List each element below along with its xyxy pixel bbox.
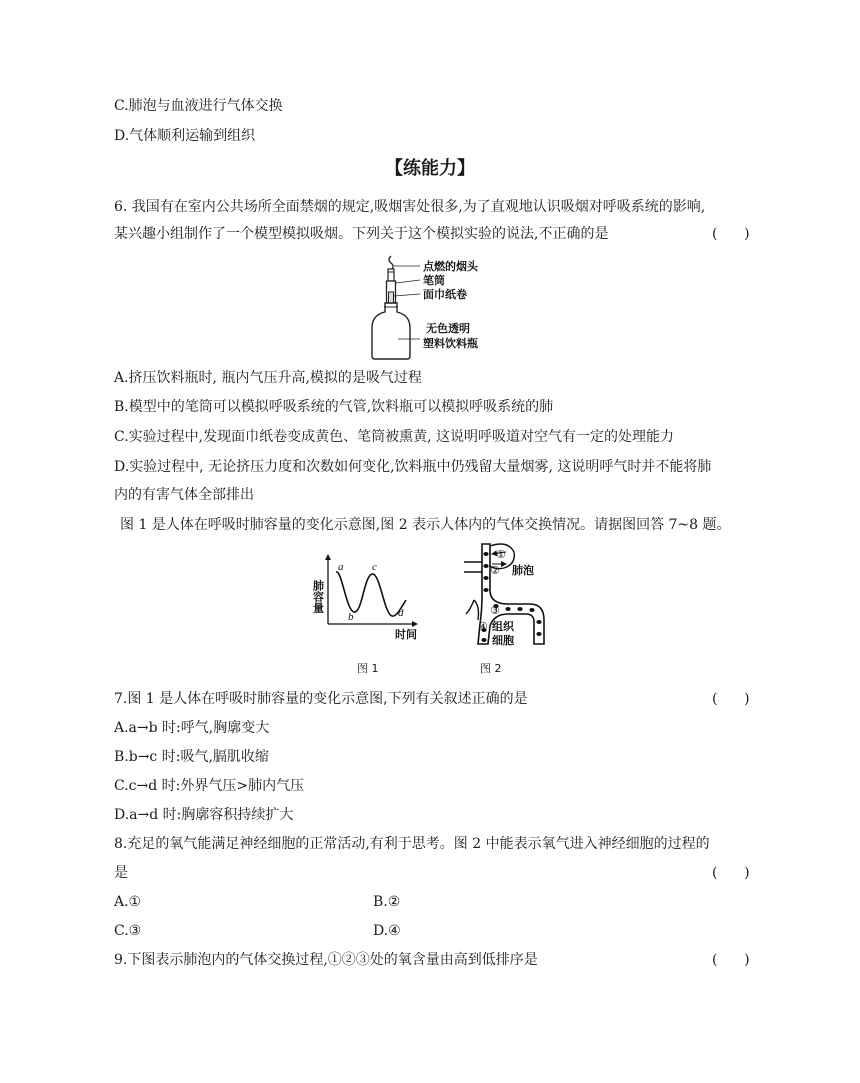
lung-volume-curve xyxy=(336,572,406,616)
label-pen-tube: 笔筒 xyxy=(423,274,445,287)
q9-answer-blank: ( ) xyxy=(712,952,750,968)
label-bottle-line2: 塑料饮料瓶 xyxy=(423,337,478,350)
smoking-model-figure xyxy=(360,252,510,364)
fig1-caption: 图 1 xyxy=(357,662,379,675)
q6-option-d-line1: D.实验过程中, 无论挤压力度和次数如何变化,饮料瓶中仍残留大量烟雾, 这说明呼气时并不能将肺 xyxy=(114,459,712,475)
q7-option-b: B.b→c 时:吸气,膈肌收缩 xyxy=(114,749,269,765)
q7-option-a: A.a→b 时:呼气,胸廓变大 xyxy=(114,720,270,736)
fig2-mark-3: ③ xyxy=(490,604,500,617)
q7-8-intro: 图 1 是人体在呼吸时肺容量的变化示意图,图 2 表示人体内的气体交换情况。请据图回答 7~8 题。 xyxy=(120,517,731,533)
q6-stem-line2: 某兴趣小组制作了一个模型模拟吸烟。下列关于这个模拟实验的说法,不正确的是 xyxy=(114,226,609,242)
q7-option-c: C.c→d 时:外界气压>肺内气压 xyxy=(114,778,305,794)
q7-answer-blank: ( ) xyxy=(712,691,750,707)
fig2-caption: 图 2 xyxy=(480,662,502,675)
fig2-mark-4: ④ xyxy=(478,620,488,633)
q6-option-a: A.挤压饮料瓶时, 瓶内气压升高,模拟的是吸气过程 xyxy=(114,370,422,386)
fig2-label-tissue-line2: 细胞 xyxy=(492,634,514,647)
q6-answer-blank: ( ) xyxy=(712,226,750,242)
q8-answer-blank: ( ) xyxy=(712,865,750,881)
label-bottle-line1: 无色透明 xyxy=(426,322,470,335)
q5-option-c: C.肺泡与血液进行气体交换 xyxy=(114,98,283,114)
fig1-point-a: a xyxy=(338,561,344,573)
q6-option-d-line2: 内的有害气体全部排出 xyxy=(114,487,254,503)
label-tissue-roll: 面巾纸卷 xyxy=(423,288,467,301)
fig1-point-d: d xyxy=(398,607,404,619)
lung-volume-figure xyxy=(310,550,425,642)
q8-option-d: D.④ xyxy=(373,923,401,939)
q6-option-c: C.实验过程中,发现面巾纸卷变成黄色、笔筒被熏黄, 这说明呼吸道对空气有一定的处理能力 xyxy=(114,429,675,445)
fig1-xlabel: 时间 xyxy=(395,628,417,641)
q8-option-b: B.② xyxy=(373,894,401,910)
q6-stem-line1: 6. 我国有在室内公共场所全面禁烟的规定,吸烟害处很多,为了直观地认识吸烟对呼吸系统的影响, xyxy=(114,199,706,215)
gas-exchange-figure xyxy=(460,540,560,652)
fig2-label-tissue-line1: 组织 xyxy=(492,620,514,633)
q5-option-d: D.气体顺利运输到组织 xyxy=(114,128,256,144)
q8-option-c: C.③ xyxy=(114,923,142,939)
label-cigarette: 点燃的烟头 xyxy=(423,260,478,273)
q9-stem: 9.下图表示肺泡内的气体交换过程,①②③处的氧含量由高到低排序是 xyxy=(114,952,538,968)
q6-option-b: B.模型中的笔筒可以模拟呼吸系统的气管,饮料瓶可以模拟呼吸系统的肺 xyxy=(114,399,554,415)
q8-stem-line1: 8.充足的氧气能满足神经细胞的正常活动,有利于思考。图 2 中能表示氧气进入神经细胞的过程的 xyxy=(114,836,710,852)
fig2-mark-2: ② xyxy=(490,564,500,577)
q7-option-d: D.a→d 时:胸廓容积持续扩大 xyxy=(114,807,294,823)
fig2-mark-1: ① xyxy=(496,548,506,561)
q8-stem-line2: 是 xyxy=(114,865,128,881)
fig2-label-alveolus: 肺泡 xyxy=(512,564,534,577)
fig1-ylabel: 肺容量 xyxy=(311,580,325,613)
fig1-point-b: b xyxy=(348,611,354,623)
section-title: 【练能力】 xyxy=(385,158,475,179)
q8-option-a: A.① xyxy=(114,894,142,910)
fig1-point-c: c xyxy=(372,561,377,573)
q7-stem: 7.图 1 是人体在呼吸时肺容量的变化示意图,下列有关叙述正确的是 xyxy=(114,691,528,707)
